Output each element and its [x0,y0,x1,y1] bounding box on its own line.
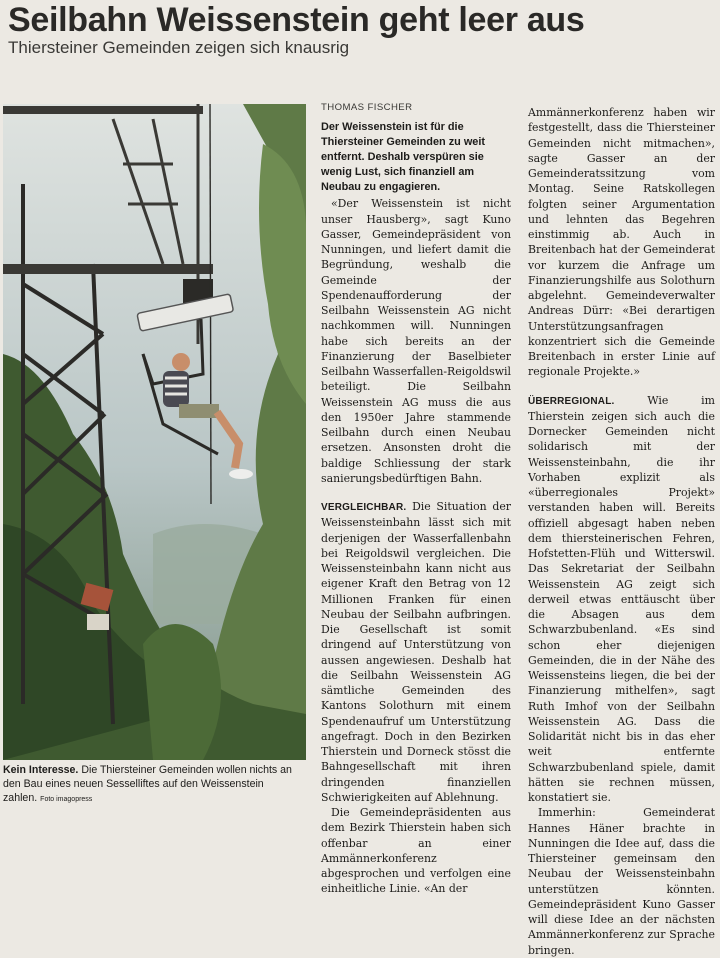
chairlift-photo [3,104,306,760]
caption-lead: Kein Interesse. [3,764,79,776]
paragraph-text: Die Situation der Weissensteinbahn lässt sich mit derjenigen der Wasserfallenbahn bei Reigoldswil vergleichen. Die Weissensteinbahn kann nicht aus eigener Kraft den Betrag von 12 Millionen Franken für einen Neubau der Seilbahn aufbringen. Die Gesellschaft ist somit dringend auf Unterstützung von aussen angewiesen. Deshalb hat die Seilbahn Weissenstein AG sämtliche Gemeinden des Kantons Solothurn mit einem Spendenaufruf um Unterstützung angefragt. Doch in den Bezirken Thierstein und Dorneck stösst die Bahngesellschaft mit ihren dringenden finanziellen Schwierigkeiten auf Ablehnung. [321,500,511,804]
paragraph [528,393,715,806]
section-kicker: ÜBERREGIONAL. [528,395,615,407]
paragraph: Immerhin: Gemeinderat Hannes Häner brachte in Nunningen die Idee auf, dass die Thiersteiner gemeinsam den Neubau der Weissensteinbahn unterstützen könnten. Gemeindepräsident Kuno Gasser will diese Idee an der nächsten Ammännerkonferenz zur Sprache bringen. [528,806,715,957]
paragraph: Die Gemeindepräsidenten aus dem Bezirk Thierstein haben sich offenbar an einer Ammännerkonferenz abgesprochen und verfolgen eine einheitliche Linie. «An der [321,806,511,896]
subheadline: Thiersteiner Gemeinden zeigen sich knausrig [8,38,350,57]
paragraph: Ammännerkonferenz haben wir festgestellt, dass die Thiersteiner Gemeinden nicht mitmachen», sagte Gasser an der Gemeinderatssitzung vom Montag. Seine Ratskollegen folgten seiner Argumentation und lehnten das Begehren einstimmig ab. Auch in Breitenbach hat der Gemeinderat vor kurzem die Anfrage um Finanzierungshilfe aus Solothurn abgelehnt. Gemeindeverwalter Andreas Dürr: «Bei derartigen Unterstützungsanfragen konzentriert sich die Gemeinde Breitenbach in erster Linie auf regionale Projekte.» [528,106,715,379]
byline: THOMAS FISCHER [321,102,413,113]
headline: Seilbahn Weissenstein geht leer aus [8,1,585,39]
caption-text: Die Thiersteiner Gemeinden wollen nichts an den Bau eines neuen Sesselliftes auf den Weissenstein zahlen. [3,764,292,804]
photo-caption [3,763,306,807]
photo-credit: Foto imagopress [40,796,93,803]
article-column-1 [321,98,511,897]
paragraph: «Der Weissenstein ist nicht unser Hausberg», sagt Kuno Gasser, Gemeindepräsident von Nunningen, und liefert damit die Begründung, weshalb die Gemeinde der Spendenaufforderung der Seilbahn Weissenstein AG nicht nachkommen will. Nunningen habe sich bereits an der Finanzierung der Baselbieter Seilbahn Wasserfallen-Reigoldswil beteiligt. Die Seilbahn Weissenstein AG muss die aus den 1950er Jahre stammende Seilbahn durch einen Neubau ersetzen. Ansonsten droht die baldige Schliessung der stark sanierungsbedürftigen Bahn. [321,197,512,485]
paragraph-text: Wie im Thierstein zeigen sich auch die Dornecker Gemeinden nicht solidarisch mit der Weissensteinbahn, die ihr Vorhaben explizit als «überregionales Projekt» verstanden haben will. Bereits offiziell abgesagt haben neben dem thiersteinerischen Fehren, Hofstetten-Flüh und Witterswil. Das Sekretariat der Seilbahn Weissenstein AG zeigt sich derweil etwas enttäuscht über die Absagen aus dem Schwarzbubenland. «Es sind schon eher diejenigen Gemeinden, die in der Nähe des Weissensteins liegen, die bei der Finanzierung mithelfen», sagt Ruth Imhof von der Seilbahn Weissenstein AG. Dass die Solidarität nicht bis in das eher weit entfernte Schwarzbubenland spiele, damit hätten sie rechnen müssen, konstatiert sie. [528,393,715,804]
paragraph [321,499,511,805]
section-kicker: VERGLEICHBAR. [321,502,407,513]
article-column-2 [528,105,715,958]
article-lede: Der Weissenstein ist für die Thiersteiner Gemeinden zu weit entfernt. Deshalb verspüren sie wenig Lust, sich finanziell am Neubau zu engagieren. [321,121,486,194]
